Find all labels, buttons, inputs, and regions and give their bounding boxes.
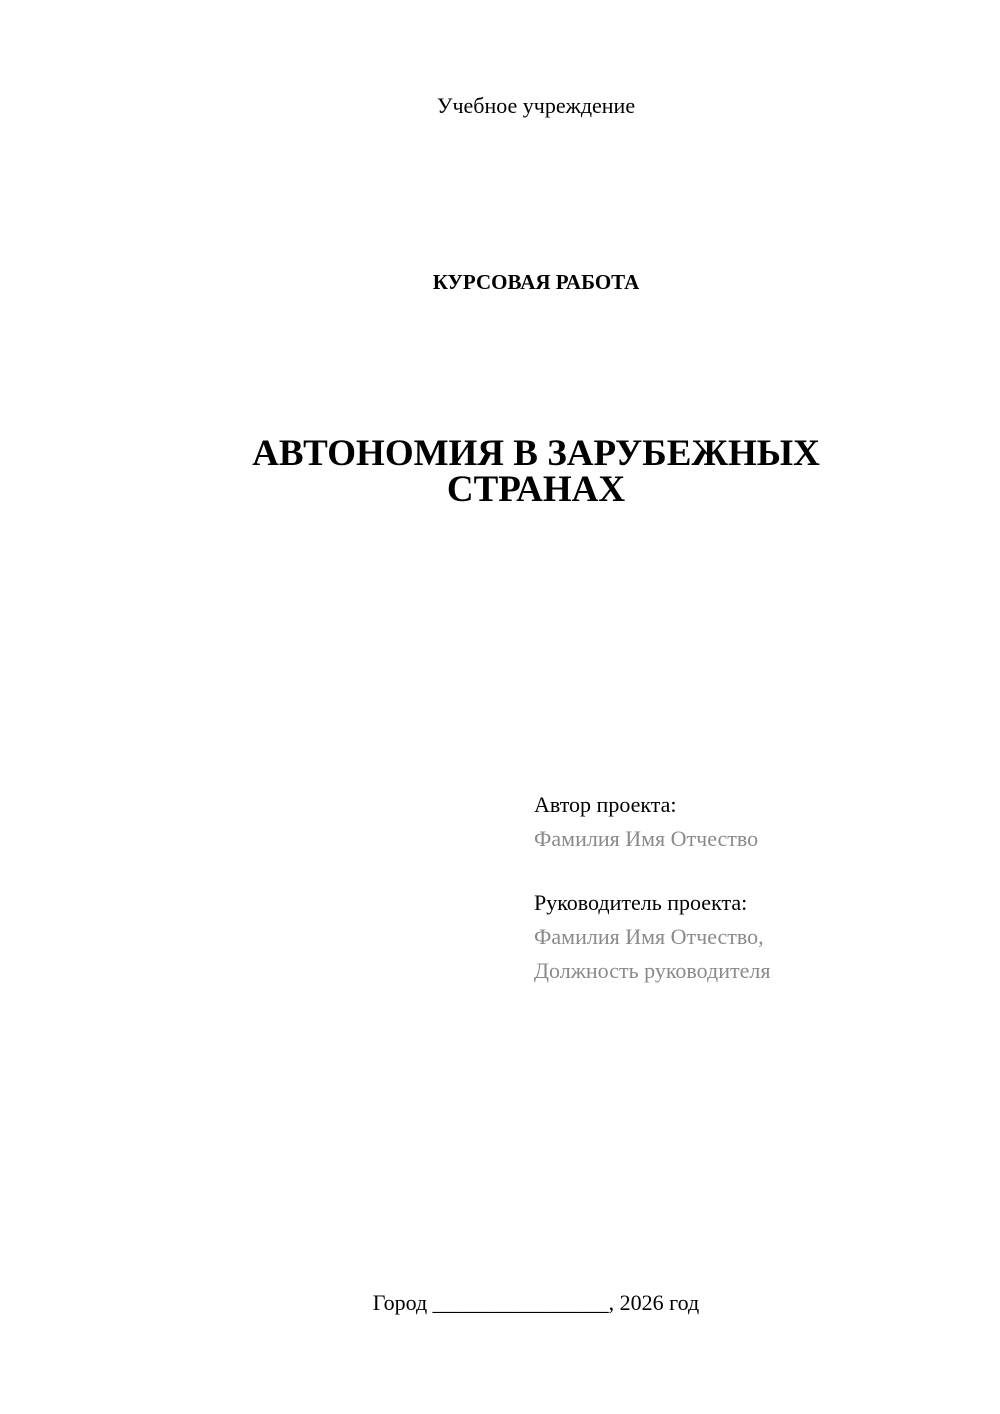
document-title bbox=[0, 433, 1000, 510]
supervisor-label: Руководитель проекта: bbox=[534, 890, 748, 915]
author-label: Автор проекта: bbox=[534, 792, 677, 817]
people-block bbox=[534, 788, 974, 988]
supervisor-position: Должность руководителя bbox=[534, 958, 771, 983]
author-name: Фамилия Имя Отчество bbox=[534, 826, 759, 851]
institution-name: Учебное учреждение bbox=[436, 93, 636, 118]
city-year-line: Город ________________, 2026 год bbox=[372, 1290, 700, 1315]
title-line-1: АВТОНОМИЯ В ЗАРУБЕЖНЫХ bbox=[252, 433, 820, 474]
work-type-heading: КУРСОВАЯ РАБОТА bbox=[432, 270, 640, 294]
supervisor-name: Фамилия Имя Отчество, bbox=[534, 924, 764, 949]
spacer bbox=[534, 856, 974, 886]
title-line-2: СТРАНАХ bbox=[446, 469, 626, 510]
